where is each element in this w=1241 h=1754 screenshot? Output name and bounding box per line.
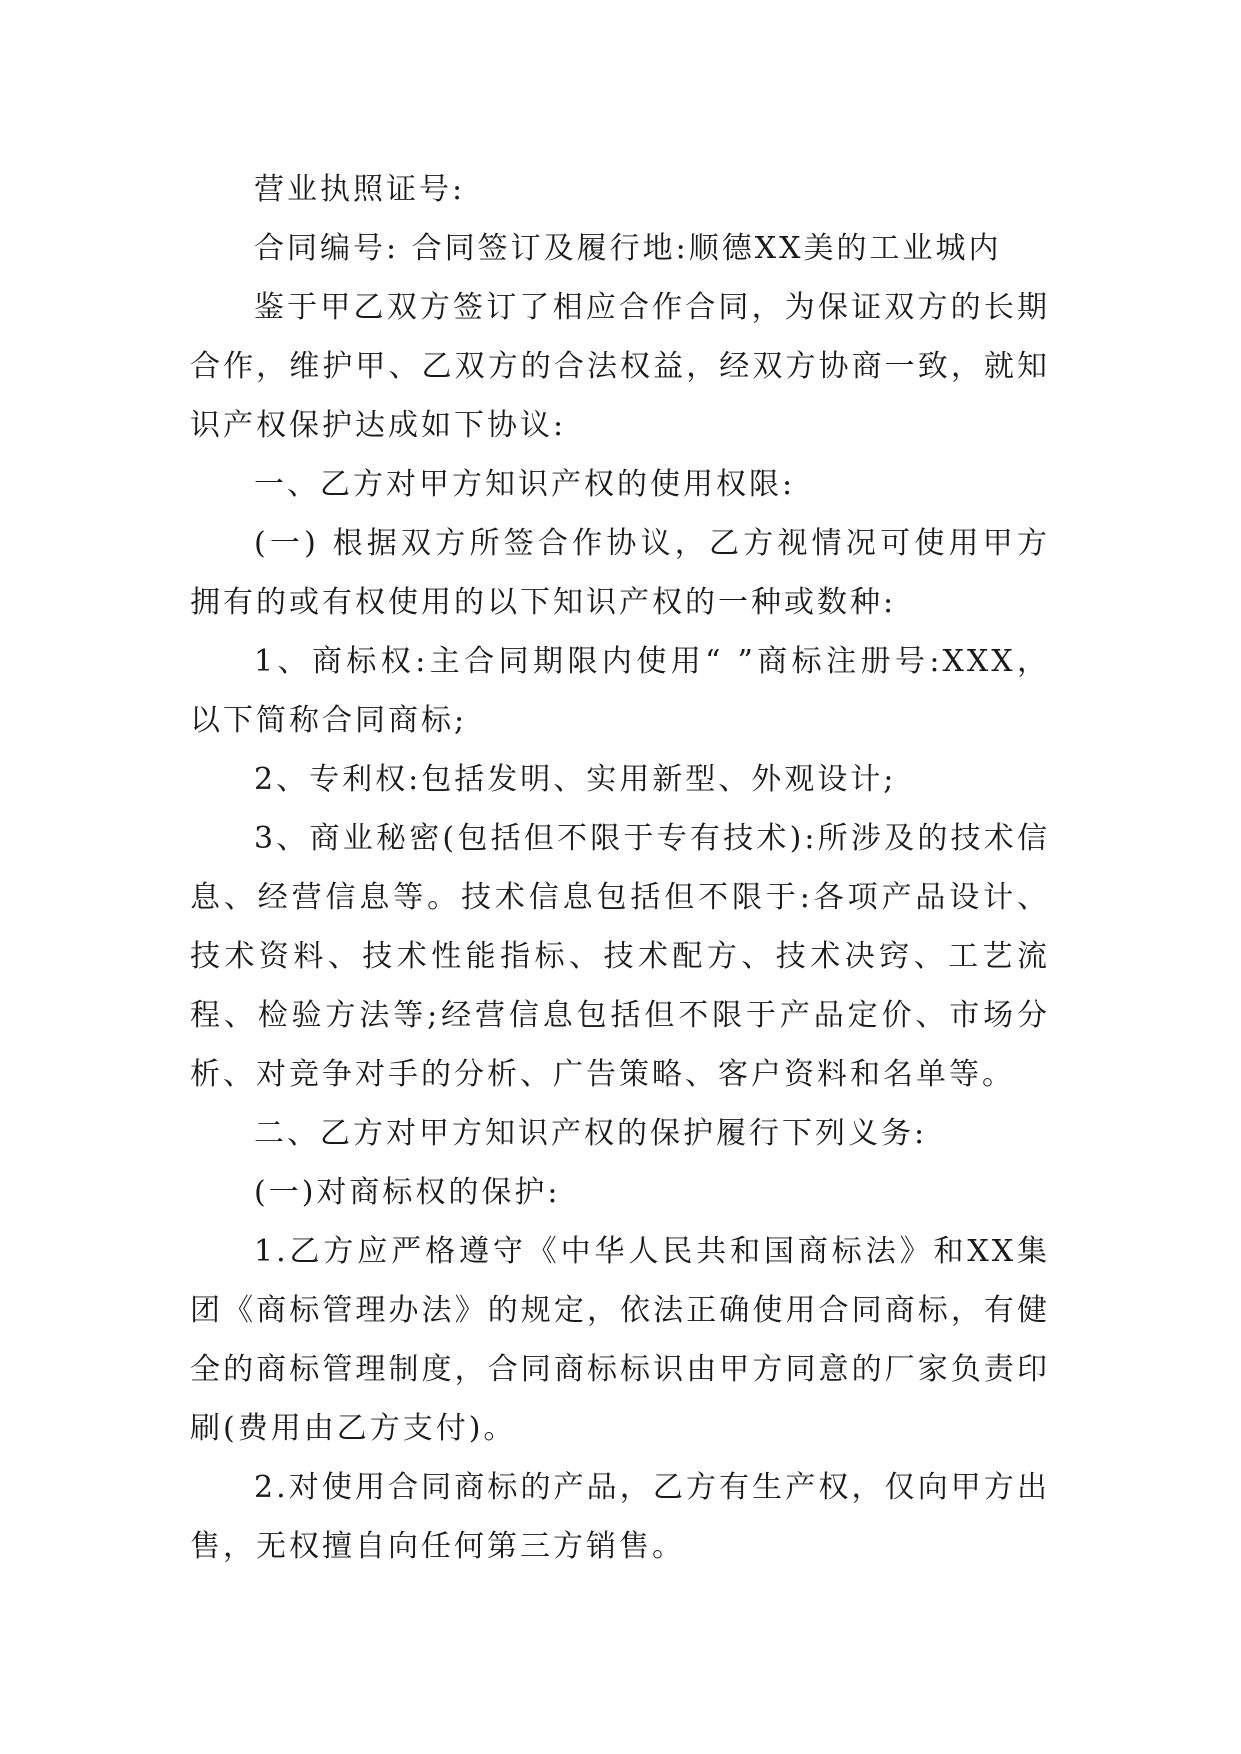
list-item-obligation-2: 2.对使用合同商标的产品，乙方有生产权，仅向甲方出售，无权擅自向任何第三方销售。 [190,1470,1050,1564]
paragraph-business-license: 营业执照证号: [254,172,466,207]
list-item-patent: 2、专利权:包括发明、实用新型、外观设计; [254,762,897,797]
paragraph-contract-number: 合同编号: 合同签订及履行地:顺德XX美的工业城内 [254,231,1002,266]
subsection-heading-trademark-protection: (一)对商标权的保护: [254,1175,561,1210]
list-item-obligation-1: 1.乙方应严格遵守《中华人民共和国商标法》和XX集团《商标管理办法》的规定，依法正确使用合同商标，有健全的商标管理制度，合同商标标识由甲方同意的厂家负责印刷(费用由乙方支付)。 [190,1234,1050,1446]
list-item-trademark: 1、商标权:主合同期限内使用“ ”商标注册号:XXX，以下简称合同商标; [190,644,1050,738]
paragraph-clause-1: (一) 根据双方所签合作协议，乙方视情况可使用甲方拥有的或有权使用的以下知识产权的一种或数种: [190,526,1050,620]
document-body [190,160,1050,1576]
section-heading-usage-rights: 一、乙方对甲方知识产权的使用权限: [254,467,796,502]
paragraph-preamble: 鉴于甲乙双方签订了相应合作合同，为保证双方的长期合作，维护甲、乙双方的合法权益，经双方协商一致，就知识产权保护达成如下协议: [190,290,1050,443]
section-heading-obligations: 二、乙方对甲方知识产权的保护履行下列义务: [254,1116,928,1151]
list-item-trade-secret: 3、商业秘密(包括但不限于专有技术):所涉及的技术信息、经营信息等。技术信息包括但不限于:各项产品设计、技术资料、技术性能指标、技术配方、技术决窍、工艺流程、检验方法等;经营信息包括但不限于产品定价、市场分析、对竞争对手的分析、广告策略、客户资料和名单等。 [190,821,1050,1092]
